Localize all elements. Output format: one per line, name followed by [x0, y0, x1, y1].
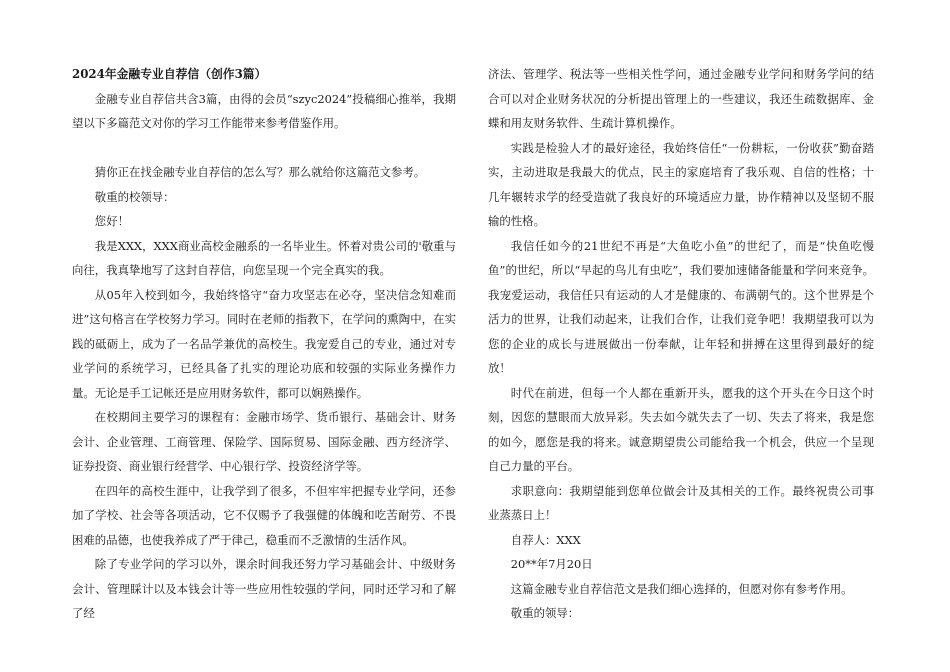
body-paragraph-5-continued: 济法、管理学、税法等一些相关性学问，通过金融专业学问和财务学问的结合可以对企业财务状况的分析提出管理上的一些建议，我还生疏数据库、金蝶和用友财务软件、生疏计算机操作。 — [488, 67, 874, 130]
blank-line — [72, 136, 456, 161]
document-title: 2024年金融专业自荐信（创作3篇） — [72, 67, 267, 81]
body-paragraph-9: 求职意向：我期望能到您单位做会计及其相关的工作。最终祝贵公司事业蒸蒸日上！ — [488, 483, 874, 522]
body-paragraph-5: 除了专业学问的学习以外，课余时间我还努力学习基础会计、中级财务会计、管理睬计以及本钱会计等一些应用性较强的学问，同时还学习和了解了经 — [72, 557, 456, 620]
body-paragraph-2: 从05年入校到如今，我始终恪守“奋力攻坚志在必夺，坚决信念知难而进”这句格言在学校努力学习。同时在老师的指教下，在学问的熏陶中，在实践的砥砺上，成为了一名品学兼优的高校生。我宠爱自己的专业，通过对专业学问的系统学习，已经具备了扎实的理论功底和较强的实际业务操作力量。无论是手工记帐还是应用财务软件，都可以娴熟操作。 — [72, 287, 456, 400]
body-paragraph-7: 我信任如今的21世纪不再是“大鱼吃小鱼”的世纪了，而是“快鱼吃慢鱼”的世纪，所以“早起的鸟儿有虫吃”，我们要加速储备能量和学问来竞争。我宠爱运动，我信任只有运动的人才是健康的、布满朝气的。这个世界是个活力的世界，让我们动起来，让我们合作，让我们竞争吧！我期望我可以为您的企业的成长与进展做出一份奉献，让年轻和拼搏在这里得到最好的绽放！ — [488, 238, 874, 375]
body-paragraph-8: 时代在前进，但每一个人都在重新开头，愿我的这个开头在今日这个时刻，因您的慧眼而大放异彩。失去如今就失去了一切、失去了将来，我是您的如今，愿您是我的将来。诚意期望贵公司能给我一个机会，供应一个呈现自己力量的平台。 — [488, 385, 874, 473]
right-column — [488, 62, 874, 626]
signer: 自荐人：XXX — [510, 532, 581, 547]
intro-paragraph: 金融专业自荐信共含3篇，由得的会员“szyc2024”投稿细心推举，我期望以下多篇范文对你的学习工作能带来参考借鉴作用。 — [72, 91, 456, 130]
left-column — [72, 62, 456, 626]
body-paragraph-3: 在校期间主要学习的课程有：金融市场学、货币银行、基础会计、财务会计、企业管理、工商管理、保险学、国际贸易、国际金融、西方经济学、证券投资、商业银行经营学、中心银行学、投资经济学等。 — [72, 410, 456, 473]
greeting: 您好！ — [94, 214, 129, 228]
lead-paragraph: 猜你正在找金融专业自荐信的怎么写？那么就给你这篇范文参考。 — [94, 165, 426, 179]
closing-note: 这篇金融专业自荐信范文是我们细心选择的，但愿对你有参考作用。 — [510, 581, 853, 596]
body-paragraph-4: 在四年的高校生涯中，让我学到了很多，不但牢牢把握专业学问，还参加了学校、社会等各项活动，它不仅赐予了我强健的体魄和吃苦耐劳、不畏困难的品德，也使我养成了严于律己，稳重而不乏激情的生活作风。 — [72, 483, 456, 547]
salutation-2: 敬重的领导： — [510, 606, 580, 620]
body-paragraph-6: 实践是检验人才的最好途径，我始终信任“一份耕耘，一份收获”勤奋踏实，主动进取是我最大的优点，民主的家庭培育了我乐观、自信的性格；十几年辗转求学的经受造就了我良好的环境适应力量，协作精神以及坚韧不服输的性格。 — [488, 140, 874, 228]
salutation: 敬重的校领导： — [94, 189, 175, 204]
letter-date: 20**年7月20日 — [510, 557, 593, 571]
body-paragraph-1: 我是XXX，XXX商业高校金融系的一名毕业生。怀着对贵公司的'敬重与向往，我真挚地写了这封自荐信，向您呈现一个完全真实的我。 — [72, 238, 456, 277]
